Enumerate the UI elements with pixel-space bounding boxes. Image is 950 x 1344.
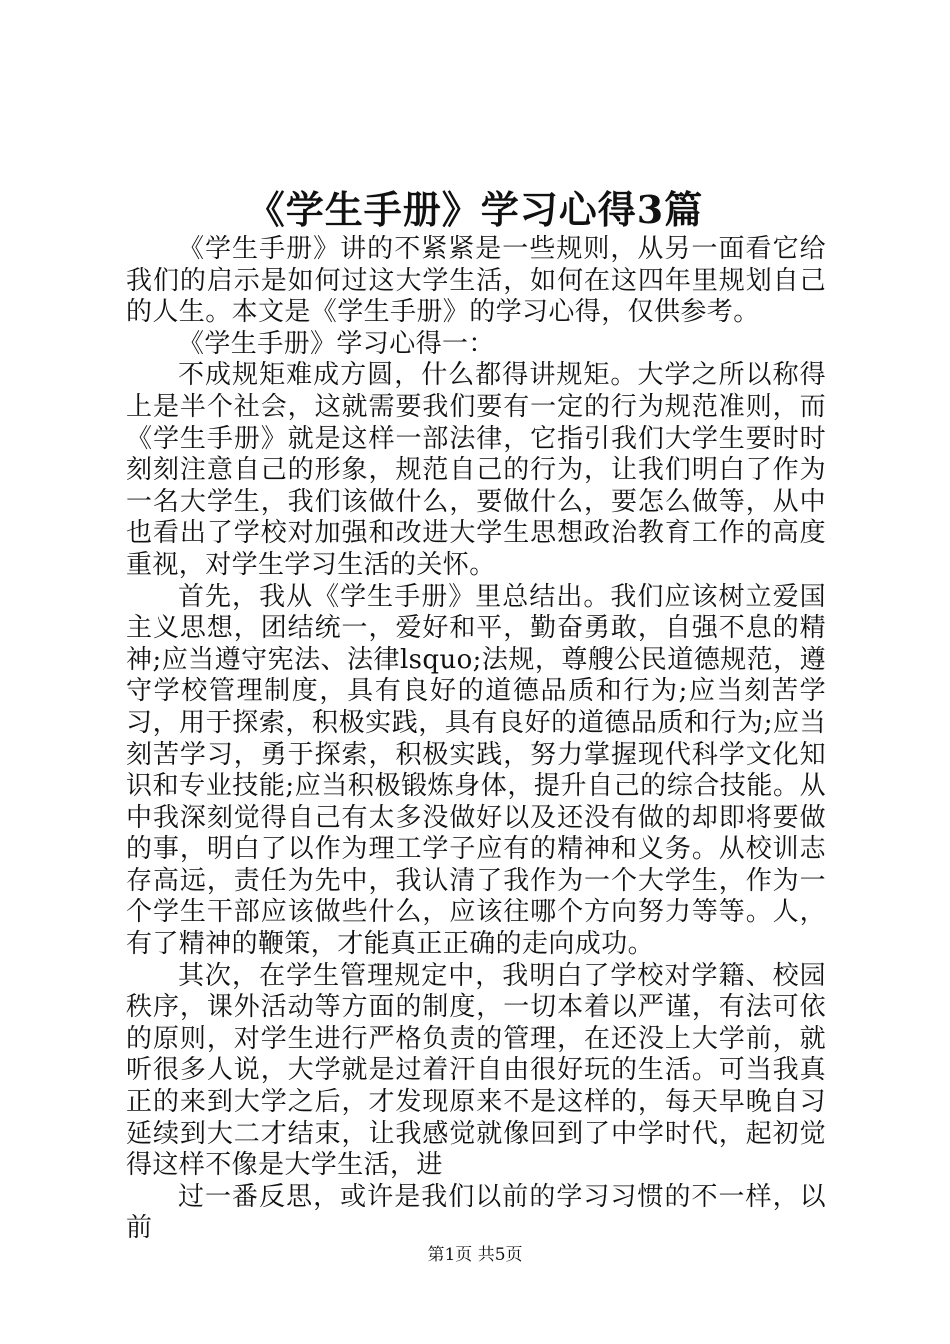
body-paragraph: 不成规矩难成方圆，什么都得讲规矩。大学之所以称得上是半个社会，这就需要我们要有一定的行为规范准则，而《学生手册》就是这样一部法律，它指引我们大学生要时时刻刻注意自己的形象，规范自己的行为，让我们明白了作为一名大学生，我们该做什么，要做什么，要怎么做等，从中也看出了学校对加强和改进大学生思想政治教育工作的高度重视，对学生学习生活的关怀。 bbox=[126, 360, 826, 580]
body-paragraph: 首先，我从《学生手册》里总结出。我们应该树立爱国主义思想，团结统一，爱好和平，勤奋勇敢，自强不息的精神;应当遵守宪法、法律lsquo;法规，尊艘公民道德规范，遵守学校管理制度，具有良好的道德品质和行为;应当刻苦学习，用于探索，积极实践，具有良好的道德品质和行为;应当刻苦学习，勇于探索，积极实践，努力掌握现代科学文化知识和专业技能;应当积极锻炼身体，提升自己的综合技能。从中我深刻觉得自己有太多没做好以及还没有做的却即将要做的事，明白了以作为理工学子应有的精神和义务。从校训志存高远，责任为先中，我认清了我作为一个大学生，作为一个学生干部应该做些什么，应该往哪个方向努力等等。人，有了精神的鞭策，才能真正正确的走向成功。 bbox=[126, 581, 826, 960]
document-title: 《学生手册》学习心得3篇 bbox=[246, 187, 704, 232]
intro-paragraph: 《学生手册》讲的不紧紧是一些规则，从另一面看它给我们的启示是如何过这大学生活，如何在这四年里规划自己的人生。本文是《学生手册》的学习心得，仅供参考。 bbox=[126, 234, 826, 328]
page-number-footer: 第1页 共5页 bbox=[427, 1245, 523, 1265]
body-paragraph: 过一番反思，或许是我们以前的学习习惯的不一样，以前 bbox=[126, 1181, 826, 1244]
document-body bbox=[126, 234, 826, 1245]
section-heading: 《学生手册》学习心得一： bbox=[178, 328, 495, 359]
body-paragraph: 其次，在学生管理规定中，我明白了学校对学籍、校园秩序，课外活动等方面的制度，一切本着以严谨，有法可依的原则，对学生进行严格负责的管理，在还没上大学前，就听很多人说，大学就是过着汗自由很好玩的生活。可当我真正的来到大学之后，才发现原来不是这样的，每天早晚自习延续到大二才结束，让我感觉就像回到了中学时代，起初觉得这样不像是大学生活，进 bbox=[126, 960, 826, 1181]
